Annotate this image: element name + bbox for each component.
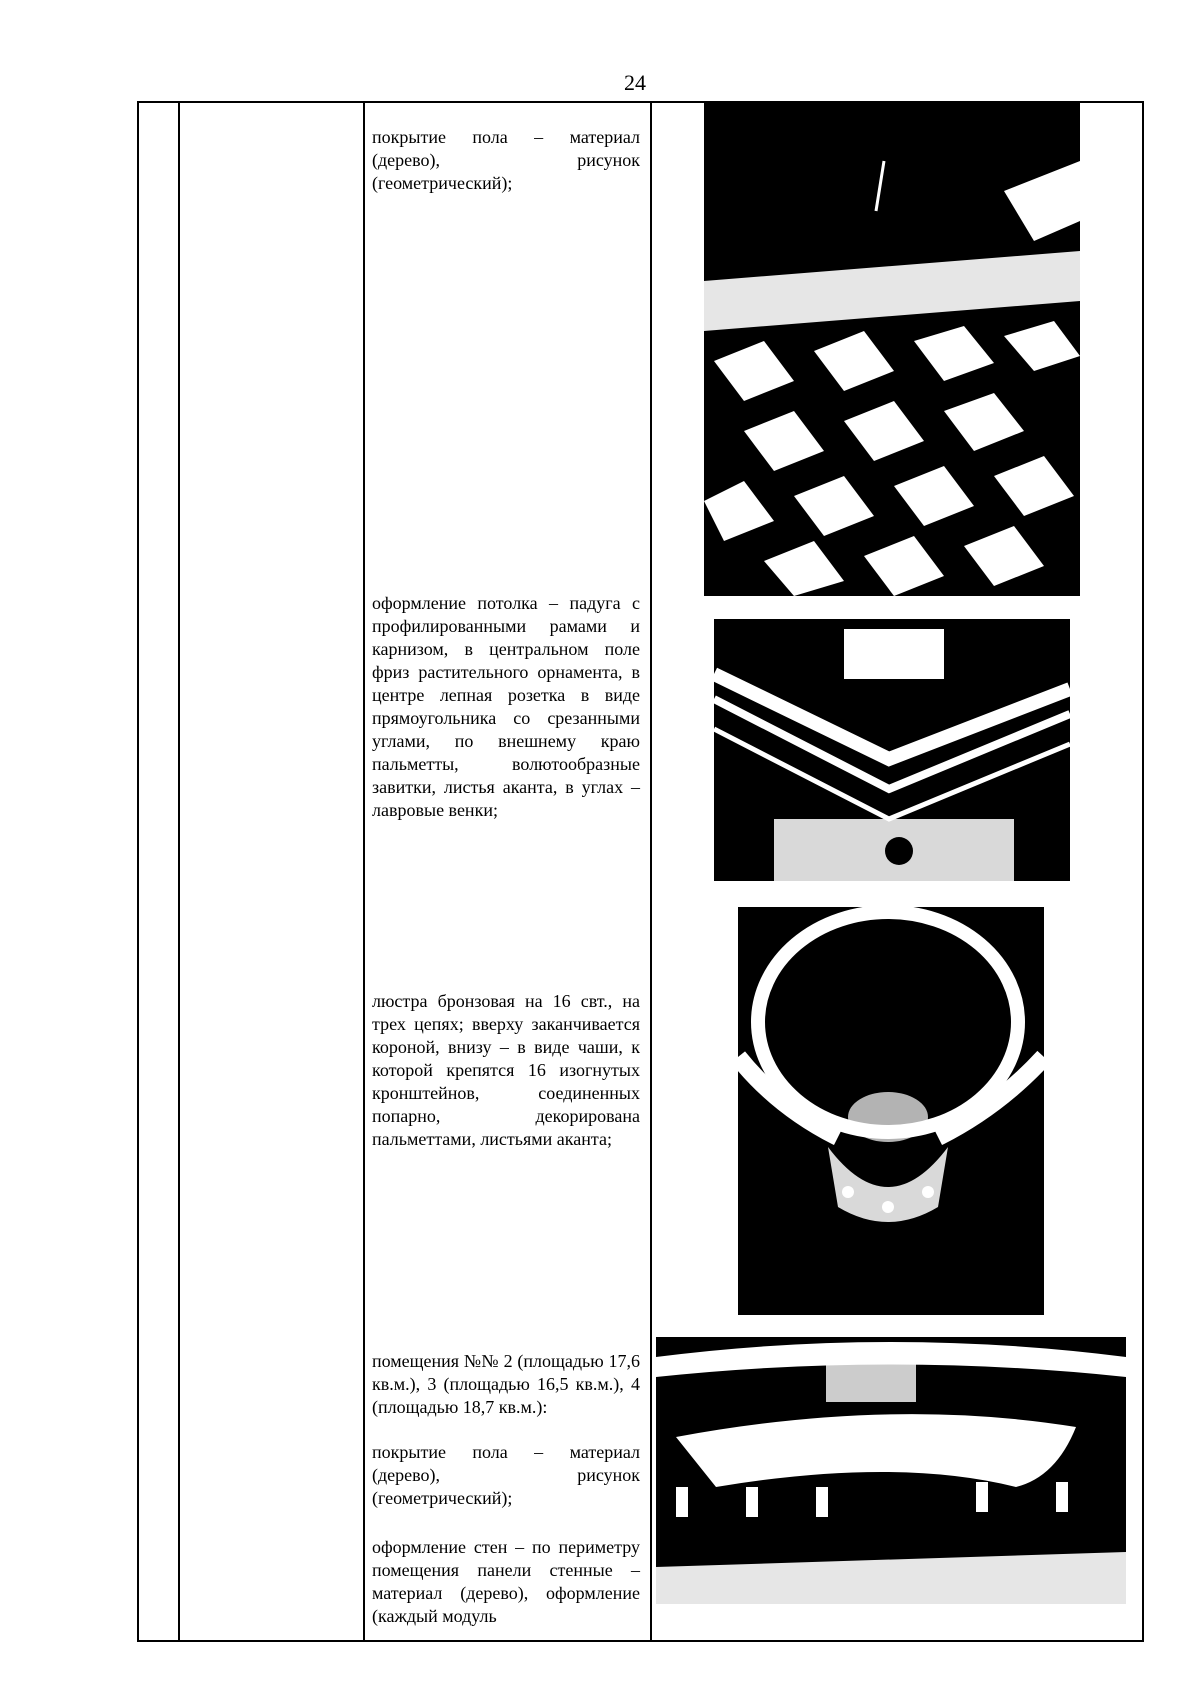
- ceiling-description: оформление потолка – падуга с профилированными рамами и карнизом, в центральном поле фриз растительного орнамента, в центре лепная розетка в виде прямоугольника со срезанными углами, по внешнему краю пальметты, волютообразные завитки, листья аканта, в углах – лавровые венки;: [372, 593, 640, 820]
- rooms-heading: помещения №№ 2 (площадью 17,6 кв.м.), 3 (площадью 16,5 кв.м.), 4 (площадью 18,7 кв.м.):: [372, 1351, 640, 1417]
- column-divider: [178, 103, 180, 1640]
- ceiling-cornice-photo: [714, 619, 1070, 881]
- floor-description: покрытие пола – материал (дерево), рисунок (геометрический);: [372, 127, 640, 193]
- rooms-walls-description: оформление стен – по периметру помещения панели стенные – материал (дерево), оформление (каждый модуль: [372, 1537, 640, 1626]
- column-divider: [650, 103, 652, 1640]
- column-divider: [363, 103, 365, 1640]
- floor-parquet-photo: [704, 101, 1080, 596]
- chandelier-description: люстра бронзовая на 16 свт., на трех цепях; вверху заканчивается короной, внизу – в виде чаши, к которой крепятся 16 изогнутых кронштейнов, соединенных попарно, декорирована пальметтами, листьями аканта;: [372, 991, 640, 1149]
- page-number: 24: [624, 70, 646, 95]
- rooms-floor-description: покрытие пола – материал (дерево), рисунок (геометрический);: [372, 1442, 640, 1508]
- chandelier-photo: [738, 907, 1044, 1315]
- room-interior-photo: [656, 1337, 1126, 1604]
